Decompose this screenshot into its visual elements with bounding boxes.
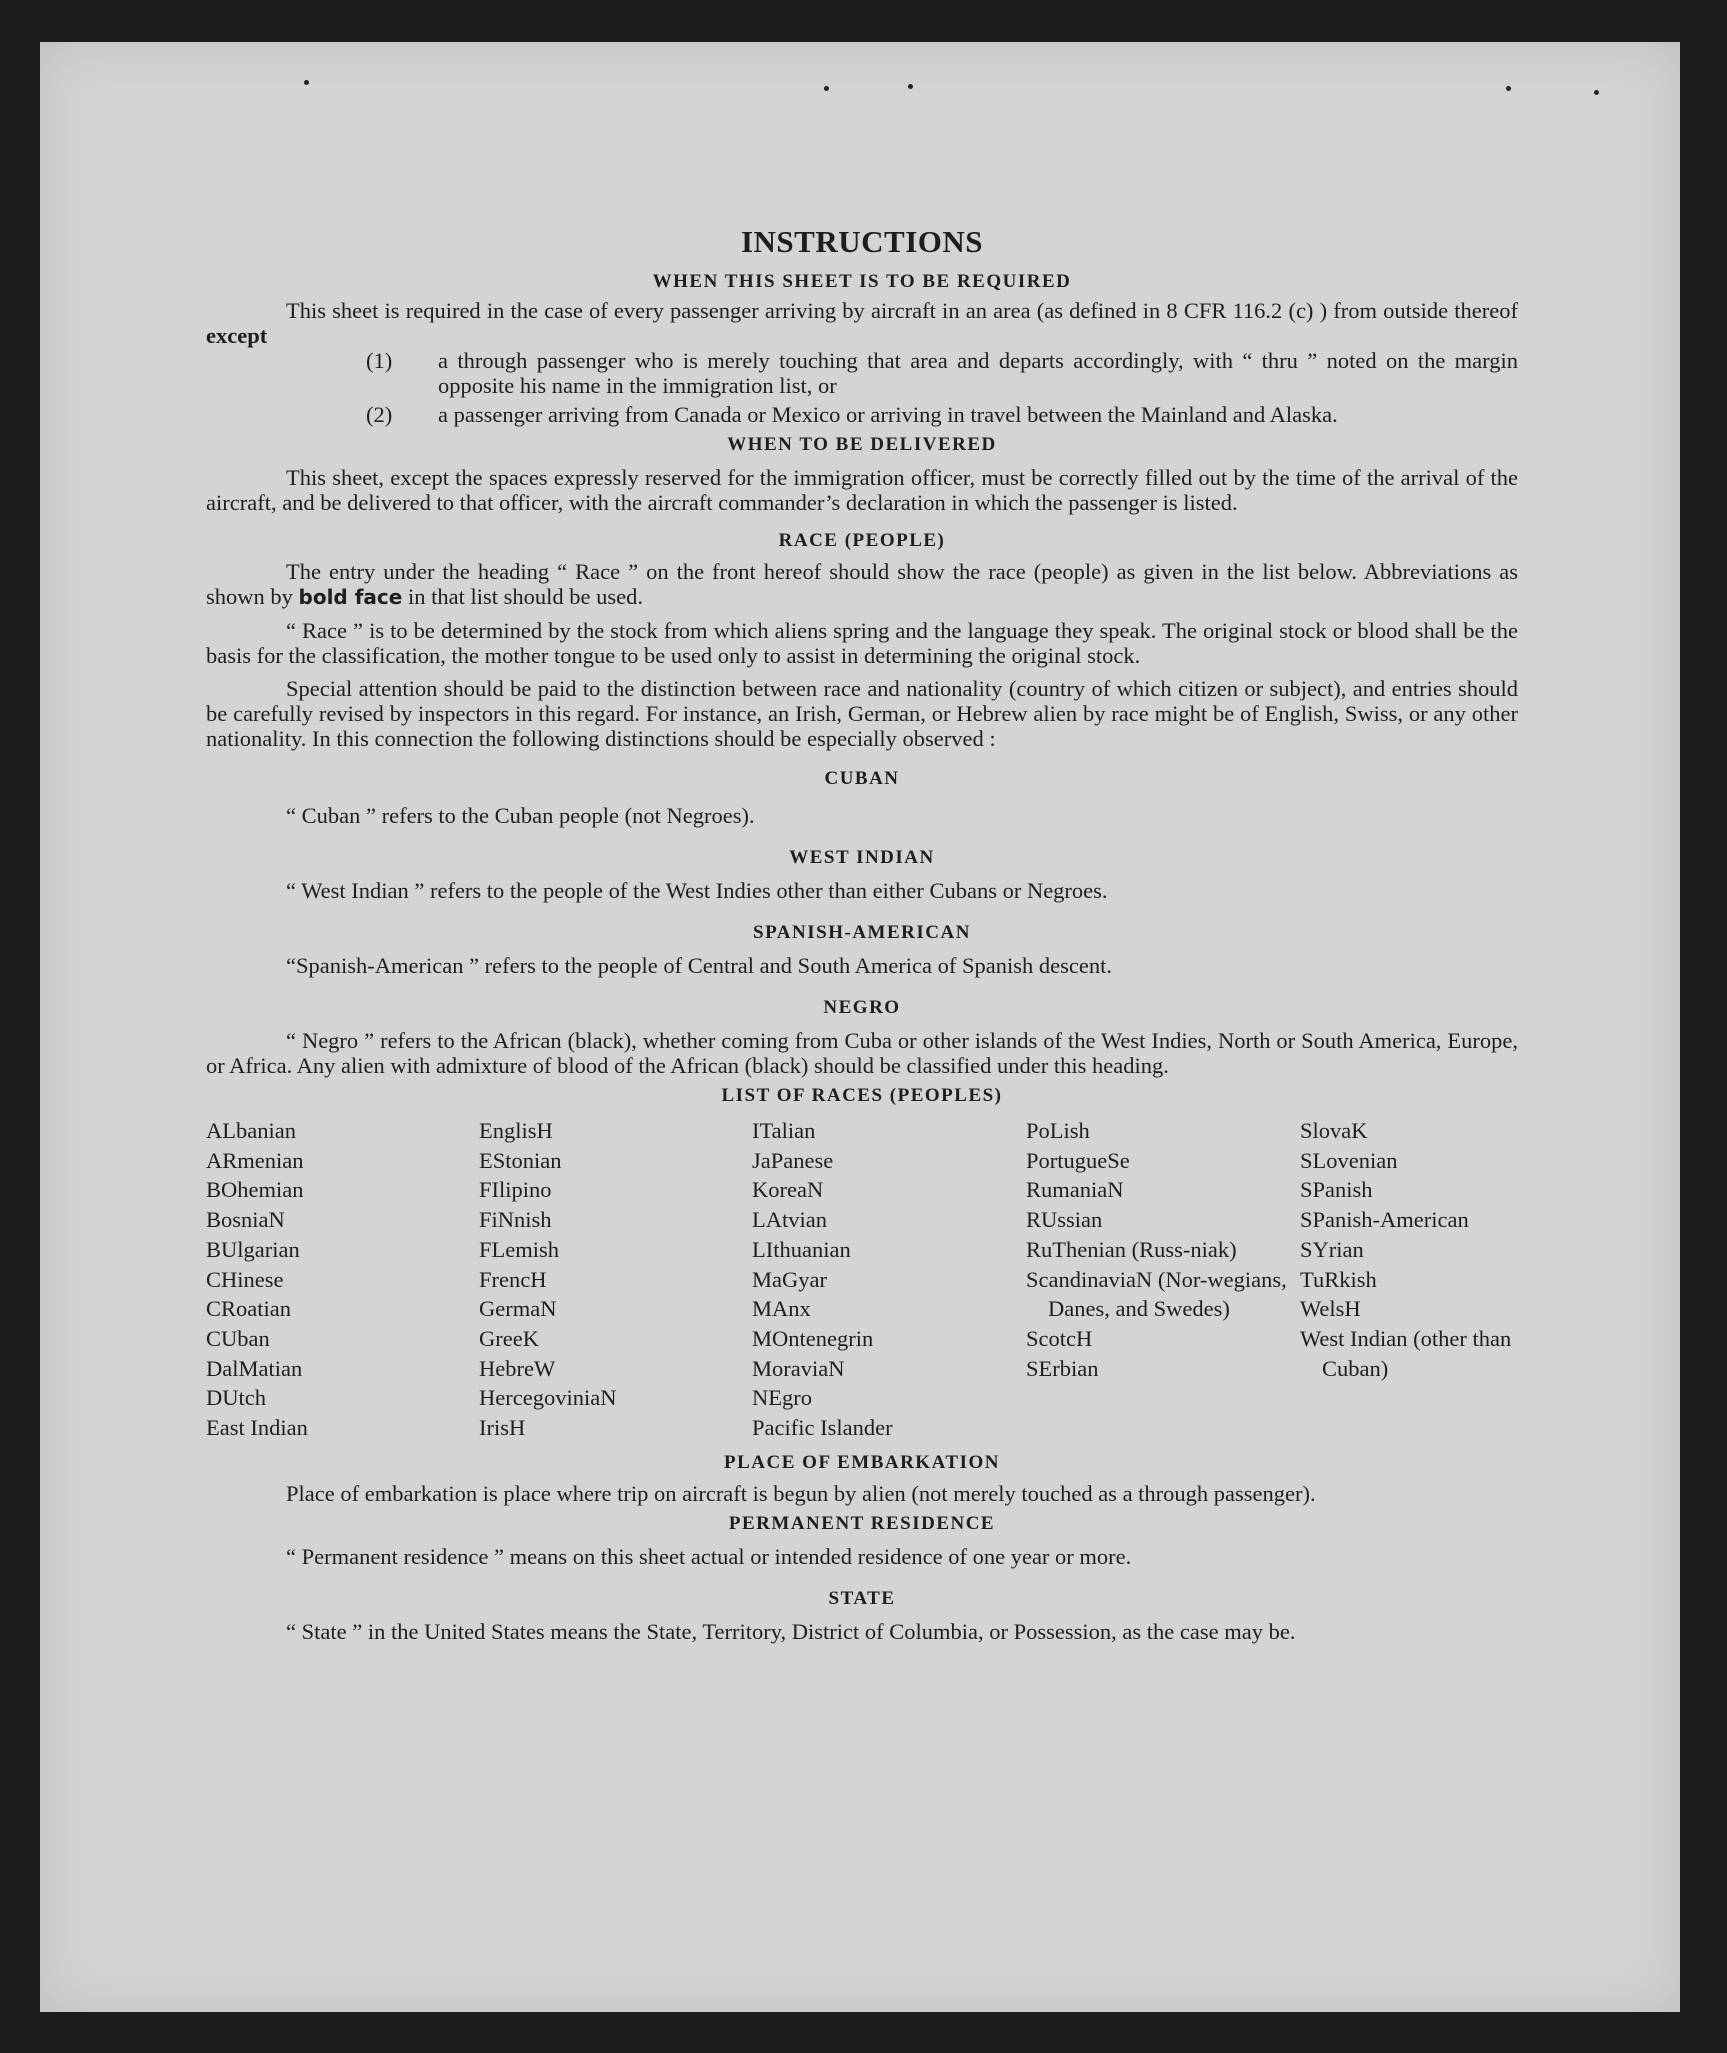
race-entry: PoLish xyxy=(1026,1118,1090,1143)
section-heading: WHEN THIS SHEET IS TO BE REQUIRED xyxy=(652,271,1072,292)
section-heading: NEGRO xyxy=(823,997,901,1018)
section-west-indian xyxy=(206,846,1518,903)
instructions-body xyxy=(206,182,1518,1644)
race-entry: MaGyar xyxy=(752,1266,827,1292)
paragraph-text: The entry under the heading “ Race ” on the front hereof should show the race (people) as given in the list below. Abbreviations as shown by xyxy=(206,559,1518,609)
section-heading: CUBAN xyxy=(824,768,900,789)
section-negro xyxy=(206,996,1518,1078)
race-entry: ALbanian xyxy=(206,1118,296,1143)
section-cuban xyxy=(206,767,1518,828)
race-entry: HercegoviniaN xyxy=(479,1385,617,1411)
race-column xyxy=(752,1116,1026,1443)
race-entry: ScandinaviaN (Nor-wegians, Danes, and Swedes) xyxy=(1026,1266,1287,1322)
paragraph: Place of embarkation is place where trip on aircraft is begun by alien (not merely touched as a through passenger). xyxy=(286,1480,1316,1506)
race-entry: East Indian xyxy=(206,1415,308,1441)
race-entry: ScotcH xyxy=(1026,1325,1093,1351)
race-entry: FrencH xyxy=(479,1266,547,1292)
race-entry: BOhemian xyxy=(206,1177,304,1203)
bold-text: except xyxy=(206,323,268,348)
paragraph: “ Cuban ” refers to the Cuban people (not Negroes). xyxy=(286,803,755,828)
race-entry: SErbian xyxy=(1026,1355,1099,1381)
race-entry: ARmenian xyxy=(206,1147,304,1173)
race-entry: JaPanese xyxy=(752,1147,834,1173)
race-entry: ITalian xyxy=(752,1118,816,1143)
race-column xyxy=(206,1116,479,1443)
section-heading: PERMANENT RESIDENCE xyxy=(728,1512,996,1534)
speck-mark xyxy=(908,84,913,89)
section-spanish-american xyxy=(206,921,1518,978)
document-page xyxy=(40,42,1680,2012)
paragraph: Special attention should be paid to the distinction between race and nationality (country of which citizen or subject), and entries should be carefully revised by inspectors in this regard. For instance, an Irish, German, or Hebrew alien by race might be of English, Swiss, or any other nationality. In this connection the following distinctions should be especially observed : xyxy=(206,676,1518,751)
race-entry: DalMatian xyxy=(206,1355,303,1381)
section-heading: RACE (PEOPLE) xyxy=(778,530,946,551)
race-entry: EStonian xyxy=(479,1147,562,1173)
paragraph-text: This sheet is required in the case of every passenger arriving by aircraft in an area (as defined in 8 CFR 116.2 (c) ) from outside thereof xyxy=(286,298,1518,323)
race-column xyxy=(1300,1116,1518,1443)
race-entry: FiNnish xyxy=(479,1207,552,1233)
paragraph: “ Race ” is to be determined by the stock from which aliens spring and the language they speak. The original stock or blood shall be the basis for the classification, the mother tongue to be used only to assist in determining the original stock. xyxy=(206,618,1518,668)
paragraph: “Spanish-American ” refers to the people of Central and South America of Spanish descent. xyxy=(286,953,1112,978)
race-entry: BUlgarian xyxy=(206,1236,300,1262)
race-entry: RuThenian (Russ-niak) xyxy=(1026,1236,1237,1262)
race-entry: West Indian (other than Cuban) xyxy=(1300,1325,1512,1381)
speck-mark xyxy=(824,86,829,91)
race-entry: SPanish-American xyxy=(1300,1207,1469,1233)
paragraph: “ Permanent residence ” means on this sheet actual or intended residence of one year or more. xyxy=(286,1543,1132,1569)
paragraph-text: in that list should be used. xyxy=(407,584,643,609)
race-entry: SLovenian xyxy=(1300,1147,1398,1173)
item-number: (2) xyxy=(366,402,393,427)
section-heading: WHEN TO BE DELIVERED xyxy=(727,434,997,455)
section-state xyxy=(206,1587,1518,1644)
race-entry: FIlipino xyxy=(479,1177,552,1203)
exception-item xyxy=(206,402,1518,427)
bold-text: bold face xyxy=(298,585,403,609)
race-entry: FLemish xyxy=(479,1236,560,1262)
paragraph: “ Negro ” refers to the African (black), whether coming from Cuba or other islands of the West Indies, North or South America, Europe, or Africa. Any alien with admixture of blood of the African (black) should be classified under this heading. xyxy=(206,1028,1518,1078)
paragraph: “ West Indian ” refers to the people of the West Indies other than either Cubans or Negroes. xyxy=(286,878,1108,903)
paragraph: This sheet, except the spaces expressly reserved for the immigration officer, must be correctly filled out by the time of the arrival of the aircraft, and be delivered to that officer, with the aircraft commander’s declaration in which the passenger is listed. xyxy=(206,465,1518,515)
section-heading: STATE xyxy=(828,1587,896,1609)
race-entry: RUssian xyxy=(1026,1207,1103,1233)
race-entry: EnglisH xyxy=(479,1118,553,1143)
speck-mark xyxy=(1594,90,1599,95)
page-title: INSTRUCTIONS xyxy=(740,224,983,259)
race-entry: MoraviaN xyxy=(752,1355,845,1381)
race-entry: WelsH xyxy=(1300,1296,1361,1322)
race-entry: Pacific Islander xyxy=(752,1415,893,1441)
section-heading: WEST INDIAN xyxy=(789,847,935,868)
race-entry: GreeK xyxy=(479,1325,539,1351)
race-entry: SYrian xyxy=(1300,1236,1364,1262)
section-list-of-races xyxy=(206,1084,1518,1443)
race-entry: LAtvian xyxy=(752,1207,827,1233)
race-column xyxy=(479,1116,752,1443)
paragraph xyxy=(206,559,1518,610)
section-embarkation xyxy=(206,1451,1518,1506)
item-number: (1) xyxy=(366,348,393,373)
race-entry: MAnx xyxy=(752,1296,811,1322)
speck-mark xyxy=(304,80,309,85)
item-text: a passenger arriving from Canada or Mexico or arriving in travel between the Mainland and Alaska. xyxy=(438,402,1338,427)
race-entry: SPanish xyxy=(1300,1177,1373,1203)
race-entry: GermaN xyxy=(479,1296,557,1322)
race-entry: PortugueSe xyxy=(1026,1147,1130,1173)
race-entry: NEgro xyxy=(752,1385,812,1411)
race-entry: IrisH xyxy=(479,1415,526,1441)
item-text: a through passenger who is merely touching that area and departs accordingly, with “ thru ” noted on the margin opposite his name in the immigration list, or xyxy=(438,348,1518,398)
race-entry: CRoatian xyxy=(206,1296,291,1322)
section-heading: LIST OF RACES (PEOPLES) xyxy=(721,1085,1003,1106)
race-entry: BosniaN xyxy=(206,1207,285,1233)
race-entry: HebreW xyxy=(479,1355,556,1381)
race-entry: RumaniaN xyxy=(1026,1177,1124,1203)
race-entry: KoreaN xyxy=(752,1177,824,1203)
race-entry: LIthuanian xyxy=(752,1236,851,1262)
race-column xyxy=(1026,1116,1300,1443)
section-heading: SPANISH-AMERICAN xyxy=(753,922,971,943)
race-entry: DUtch xyxy=(206,1385,266,1411)
speck-mark xyxy=(1506,86,1511,91)
race-entry: SlovaK xyxy=(1300,1118,1368,1143)
race-entry: CUban xyxy=(206,1325,270,1351)
exception-item xyxy=(206,348,1518,398)
section-when-delivered xyxy=(206,433,1518,515)
race-list xyxy=(206,1116,1518,1443)
race-entry: CHinese xyxy=(206,1266,284,1292)
section-residence xyxy=(206,1512,1518,1569)
race-entry: MOntenegrin xyxy=(752,1325,874,1351)
section-when-required xyxy=(206,270,1518,427)
paragraph xyxy=(206,298,1518,348)
paragraph: “ State ” in the United States means the State, Territory, District of Columbia, or Possession, as the case may be. xyxy=(286,1618,1296,1644)
section-race xyxy=(206,529,1518,751)
race-entry: TuRkish xyxy=(1300,1266,1377,1292)
section-heading: PLACE OF EMBARKATION xyxy=(724,1451,1000,1473)
